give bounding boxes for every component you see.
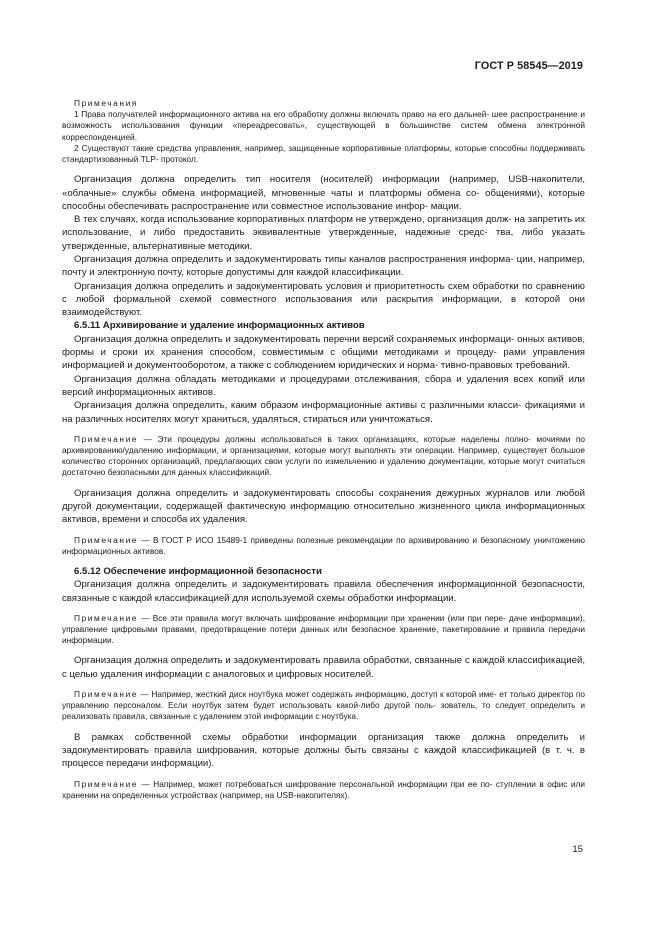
note-text: — Эти процедуры должны использоваться в таких организациях, которые наделены полно- мочиями по архивированию/удалению информации, и организациями, которые могут выполнять эти операции. Например, существует большое количество сторонних организаций, предлагающих свои услуги по измельчению и удалению документации, которые могут считаться достаточно безопасными для данных классификаций.: [62, 433, 585, 478]
note-paragraph: [62, 689, 585, 723]
note-paragraph: 1 Права получателей информационного актива на его обработку должны включать право на его дальней- шее распространение и возможность использования функции «переадресовать», существующей в большинстве систем обмена электронной корреспонденцией.: [62, 109, 585, 142]
note-paragraph: [62, 434, 585, 479]
body-paragraph: Организация должна определить, каким образом информационные активы с различными класси- фикациями и на различных носителях могут храниться, удаляться, стираться или уничтожаться.: [62, 400, 585, 425]
section-heading: 6.5.11 Архивирование и удаление информационных активов: [74, 320, 365, 332]
standard-header: ГОСТ Р 58545—2019: [474, 60, 583, 72]
note-label: Примечание: [74, 778, 139, 789]
note-paragraph: [62, 613, 585, 647]
section-heading: 6.5.12 Обеспечение информационной безопасности: [74, 565, 322, 577]
page-number: 15: [572, 844, 583, 855]
note-label: Примечание: [74, 689, 139, 700]
note-label: Примечание: [74, 433, 139, 444]
note-paragraph: [62, 535, 585, 557]
body-paragraph: Организация должна определить и задокументировать условия и приоритетность схем обработки по сравнению с любой формальной схемой совместного использования или раскрытия информации, в которой они взаимодействуют.: [62, 280, 585, 319]
body-paragraph: В рамках собственной схемы обработки информации организация также должна определить и задокументировать правила шифрования, которые должны быть связаны с каждой классификацией (в т. ч. в процессе передачи информации).: [62, 731, 585, 770]
body-paragraph: Организация должна определить и задокументировать способы сохранения дежурных журналов или любой другой документации, содержащей фактическую информацию относительно жизненного цикла информационных активов, времени и способа их удаления.: [62, 487, 585, 526]
body-paragraph: Организация должна обладать методиками и процедурами отслеживания, сбора и удаления всех копий или версий информационных активов.: [62, 373, 585, 398]
body-paragraph: Организация должна определить и задокументировать правила обработки, связанные с каждой классификацией, с целью удаления информации с аналоговых и цифровых носителей.: [62, 655, 585, 680]
note-text: — В ГОСТ Р ИСО 15489-1 приведены полезные рекомендации по архивированию и безопасному уничтожению информационных активов.: [62, 534, 585, 556]
note-text: — Например, жесткий диск ноутбука может содержать информацию, доступ к которой име- ет только директор по управлению персоналом. Если ноутбук затем будет использовать какой-либо другой поль- зователь, то следует определить и реализовать правила, связанные с удалением этой информации с ноутбука.: [62, 689, 585, 722]
body-paragraph: Организация должна определить и задокументировать типы каналов распространения информа- ции, например, почту и электронную почту, которые допустимы для каждой классификации.: [62, 254, 585, 279]
body-paragraph: Организация должна определить тип носителя (носителей) информации (например, USB-накопители, «облачные» службы обмена информацией, мгновенные чаты и платформы обмена со- общениями), которые способны обеспечивать распространение или совместное использование инфор- мации.: [62, 174, 585, 212]
note-label: Примечание: [74, 534, 139, 545]
note-text: — Все эти правила могут включать шифрование информации при хранении (или при пере- даче информации), управление цифровыми правами, предотвращение потери данных или безопасное хранение, пакетирование и правила передачи информации.: [62, 612, 585, 646]
note-paragraph: [62, 779, 585, 801]
note-paragraph: 2 Существуют такие средства управления, например, защищенные корпоративные платформы, которые способны поддерживать стандартизованный TLP- протокол.: [62, 142, 585, 165]
body-paragraph: Организация должна определить и задокументировать перечни версий сохраняемых информаци- онных активов, формы и сроки их хранения способом, совместимым с общими методиками и процеду- рами управления информацией и документооборотом, а также с соблюдением юридических и норма- тивно-правовых требований.: [62, 333, 585, 372]
note-label: Примечание: [74, 612, 139, 623]
body-paragraph: Организация должна определить и задокументировать правила обеспечения информационной безопасности, связанные с каждой классификацией для используемой схемы обработки информации.: [62, 579, 585, 604]
note-label: Примечания: [74, 98, 138, 108]
note-text: — Например, может потребоваться шифрование персональной информации при ее по- ступлении в офис или хранении на определенных устройствах (например, на USB-накопителях).: [62, 778, 585, 800]
body-paragraph: В тех случаях, когда использование корпоративных платформ не утверждено, организация долж- на запретить их использование, и либо предоставить эквивалентные утвержденные, надежные средс- тва, либо указать утвержденные, альтернативные методики.: [62, 214, 585, 252]
page-body: [62, 98, 585, 801]
